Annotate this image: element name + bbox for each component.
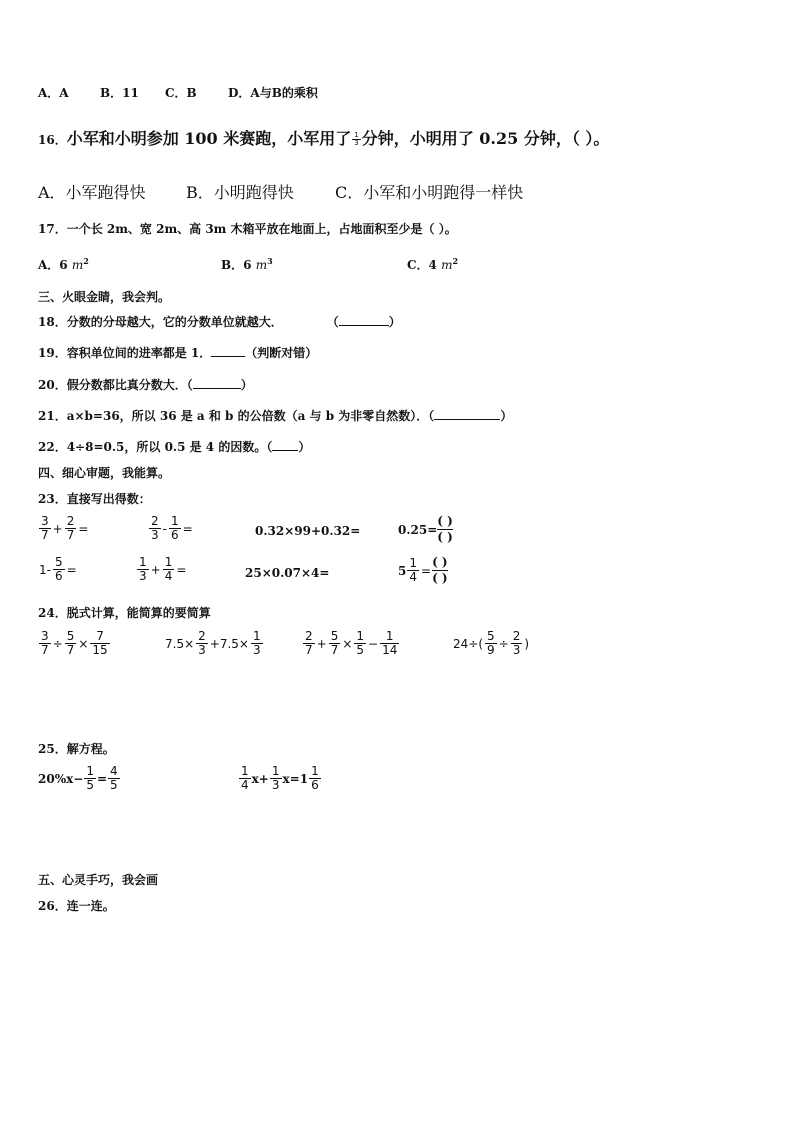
q24-e4-a: 24÷( bbox=[453, 636, 484, 651]
q23-e2-frac2 bbox=[169, 515, 181, 542]
q22-question bbox=[38, 438, 310, 455]
q22-text: 22．4÷8=0.5，所以 0.5 是 4 的因数。（ bbox=[38, 440, 273, 454]
q23-e8-d: 4 bbox=[409, 570, 417, 584]
q17-b-unit: m bbox=[255, 258, 268, 272]
q24-e3-n4: 1 bbox=[385, 629, 394, 643]
q23-e6-d2: 4 bbox=[164, 569, 173, 583]
q24-e1-d3: 15 bbox=[92, 643, 108, 657]
q23-e2-eq: = bbox=[182, 521, 193, 536]
q23-expr-6 bbox=[136, 556, 187, 583]
q25-e2-n1: 1 bbox=[241, 764, 249, 778]
q24-e2-n2: 1 bbox=[252, 629, 261, 643]
q25-expr-2 bbox=[238, 765, 322, 792]
q16-frac-num: 1 bbox=[354, 131, 359, 139]
q23-e2-n1: 2 bbox=[151, 514, 159, 528]
q21-close: ） bbox=[500, 409, 513, 423]
q23-e4-num: ( ) bbox=[437, 514, 453, 528]
q18-question bbox=[38, 313, 401, 330]
q24-e1-op1: ÷ bbox=[52, 636, 63, 651]
q25-e1-n1: 1 bbox=[86, 764, 94, 778]
q25-e2-d2: 3 bbox=[271, 778, 280, 792]
q23-e2-op: - bbox=[162, 521, 167, 536]
q24-e1-d2: 7 bbox=[66, 643, 75, 657]
q25-e2-d1: 4 bbox=[241, 778, 249, 792]
q23-e6-frac1 bbox=[137, 556, 149, 583]
q24-e4-frac2 bbox=[511, 630, 523, 657]
q21-answer-blank[interactable] bbox=[434, 408, 500, 420]
q19-text: 19．容积单位间的进率都是 1． bbox=[38, 346, 212, 360]
q20-question bbox=[38, 376, 253, 393]
q23-e1-frac1 bbox=[39, 515, 51, 542]
q23-e4-lead: 0.25= bbox=[398, 522, 438, 537]
q16-option-c[interactable]: C．小军和小明跑得一样快 bbox=[335, 183, 524, 202]
q16-question bbox=[38, 126, 609, 149]
q17-c-label: C．4 bbox=[407, 258, 437, 272]
q24-e2-b: +7.5× bbox=[209, 636, 249, 651]
q16-fraction bbox=[352, 132, 360, 147]
q16-frac-den: 3 bbox=[354, 139, 359, 147]
q16-text-after: 分钟，小明用了 0.25 分钟，（ ）。 bbox=[361, 129, 610, 148]
q18-close: ） bbox=[388, 315, 401, 329]
q18-text: 18．分数的分母越大，它的分数单位就越大． bbox=[38, 315, 283, 329]
q25-e1-frac1 bbox=[84, 765, 96, 792]
q24-e4-b: ) bbox=[524, 636, 530, 651]
q23-e2-frac1 bbox=[149, 515, 161, 542]
q24-e4-d1: 9 bbox=[487, 643, 495, 657]
q25-e2-a: x+ bbox=[251, 771, 269, 786]
q24-e1-frac3 bbox=[90, 630, 109, 657]
q24-e3-d2: 7 bbox=[330, 643, 339, 657]
q15-option-d[interactable]: D．A与B的乘积 bbox=[228, 86, 318, 100]
q26-question: 26．连一连。 bbox=[38, 899, 115, 913]
q24-e3-d4: 14 bbox=[382, 643, 398, 657]
q23-e6-op: + bbox=[150, 562, 161, 577]
q17-option-b[interactable] bbox=[221, 256, 273, 273]
q18-answer-blank[interactable] bbox=[339, 314, 389, 326]
q24-e3-op2: × bbox=[342, 636, 353, 651]
q24-e4-n2: 2 bbox=[512, 629, 521, 643]
q17-b-label: B．6 bbox=[221, 258, 252, 272]
q24-e1-frac1 bbox=[39, 630, 51, 657]
q24-e3-d3: 5 bbox=[356, 643, 365, 657]
q17-a-exp: 2 bbox=[83, 256, 89, 266]
q24-e4-d2: 3 bbox=[512, 643, 521, 657]
q23-e6-n2: 1 bbox=[164, 555, 173, 569]
q24-e4-frac1 bbox=[485, 630, 497, 657]
q18-open: （ bbox=[326, 315, 339, 329]
q23-e8-frac bbox=[407, 557, 419, 584]
q24-e3-frac4 bbox=[380, 630, 399, 657]
q24-expr-3 bbox=[302, 630, 400, 657]
q23-e5-d: 6 bbox=[54, 569, 63, 583]
q23-expr-8 bbox=[398, 555, 448, 586]
q24-e2-a: 7.5× bbox=[165, 636, 195, 651]
q16-option-a[interactable]: A．小军跑得快 bbox=[38, 183, 146, 202]
q24-e2-d1: 3 bbox=[198, 643, 206, 657]
q25-e1-n2: 4 bbox=[110, 764, 118, 778]
q19-answer-blank[interactable] bbox=[211, 345, 245, 357]
q23-expr-2 bbox=[148, 515, 194, 542]
section-5-heading: 五、心灵手巧，我会画 bbox=[38, 873, 159, 887]
q24-e1-frac2 bbox=[65, 630, 77, 657]
q25-title: 25．解方程。 bbox=[38, 742, 115, 756]
q16-number: 16． bbox=[38, 133, 67, 147]
q23-e2-d2: 6 bbox=[170, 528, 179, 542]
q25-e2-frac3 bbox=[309, 765, 321, 792]
q17-question: 17．一个长 2m、宽 2m、高 3m 木箱平放在地面上，占地面积至少是（ ）。 bbox=[38, 222, 457, 236]
q23-e8-answer-frac[interactable] bbox=[432, 555, 448, 586]
q23-e1-eq: = bbox=[78, 521, 89, 536]
q17-option-a[interactable] bbox=[38, 256, 89, 273]
q24-e1-n3: 7 bbox=[96, 629, 104, 643]
q23-e4-answer-frac[interactable] bbox=[437, 514, 453, 545]
q19-question bbox=[38, 344, 317, 361]
q24-expr-1 bbox=[38, 630, 111, 657]
q24-e2-d2: 3 bbox=[252, 643, 261, 657]
q25-e1-frac2 bbox=[108, 765, 120, 792]
q23-e5-lead: 1- bbox=[39, 562, 51, 577]
q24-e3-n3: 1 bbox=[356, 629, 365, 643]
q23-e6-frac2 bbox=[163, 556, 175, 583]
q23-e5-frac bbox=[53, 556, 65, 583]
q24-e4-n1: 5 bbox=[487, 629, 495, 643]
q25-e1-d1: 5 bbox=[86, 778, 94, 792]
q23-e8-n: 1 bbox=[409, 556, 417, 570]
q25-e2-b: x=1 bbox=[282, 771, 309, 786]
q15-option-b[interactable]: B．11 bbox=[100, 86, 139, 100]
q23-e6-d1: 3 bbox=[139, 569, 147, 583]
q24-expr-2 bbox=[164, 630, 264, 657]
q19-tail: （判断对错） bbox=[245, 346, 318, 360]
q16-option-b[interactable]: B．小明跑得快 bbox=[186, 183, 294, 202]
q23-e8-den: ( ) bbox=[432, 571, 448, 585]
q20-text: 20．假分数都比真分数大．（ bbox=[38, 378, 193, 392]
q23-e2-d1: 3 bbox=[151, 528, 159, 542]
q23-e4-den: ( ) bbox=[437, 530, 453, 544]
q23-e1-n1: 3 bbox=[41, 514, 49, 528]
q24-e1-op2: × bbox=[78, 636, 89, 651]
q20-close: ） bbox=[240, 378, 253, 392]
q24-e3-op3: − bbox=[368, 636, 379, 651]
q24-e4-op: ÷ bbox=[498, 636, 509, 651]
q24-e3-frac3 bbox=[354, 630, 366, 657]
q24-e3-frac1 bbox=[303, 630, 315, 657]
q17-a-label: A．6 bbox=[38, 258, 68, 272]
q16-text-before: 小军和小明参加 100 米赛跑，小军用了 bbox=[66, 129, 352, 148]
q24-e3-op1: + bbox=[316, 636, 327, 651]
q24-e1-n2: 5 bbox=[66, 629, 75, 643]
q15-option-a[interactable]: A．A bbox=[38, 86, 69, 100]
q15-option-c[interactable]: C．B bbox=[165, 86, 197, 100]
q20-answer-blank[interactable] bbox=[193, 377, 241, 389]
q23-e6-eq: = bbox=[176, 562, 187, 577]
q23-e8-num: ( ) bbox=[432, 555, 448, 569]
q17-a-unit: m bbox=[71, 258, 84, 272]
q23-e5-eq: = bbox=[66, 562, 77, 577]
q22-close: ） bbox=[298, 440, 311, 454]
q17-c-exp: 2 bbox=[452, 256, 459, 266]
q23-expr-7: 25×0.07×4= bbox=[245, 566, 330, 580]
q24-title: 24．脱式计算，能简算的要简算 bbox=[38, 606, 211, 620]
q24-e2-n1: 2 bbox=[198, 629, 206, 643]
q23-e8-whole: 5 bbox=[398, 563, 407, 578]
q23-e1-frac2 bbox=[65, 515, 77, 542]
q25-expr-1 bbox=[38, 765, 121, 792]
q25-e1-eq: = bbox=[96, 771, 108, 786]
q23-e2-n2: 1 bbox=[170, 514, 179, 528]
q23-expr-1 bbox=[38, 515, 89, 542]
q24-e1-n1: 3 bbox=[41, 629, 49, 643]
q23-e6-n1: 1 bbox=[139, 555, 147, 569]
q17-c-unit: m bbox=[441, 258, 453, 272]
q21-text: 21．a×b=36，所以 36 是 a 和 b 的公倍数（a 与 b 为非零自然数）．（ bbox=[38, 409, 435, 423]
q24-e3-d1: 7 bbox=[305, 643, 313, 657]
q25-e1-d2: 5 bbox=[110, 778, 118, 792]
q17-b-exp: 3 bbox=[267, 256, 273, 266]
q25-e1-a: 20%x− bbox=[38, 771, 84, 786]
q23-expr-4 bbox=[398, 514, 453, 545]
q21-question bbox=[38, 407, 512, 424]
q23-e1-d1: 7 bbox=[41, 528, 49, 542]
q23-expr-3: 0.32×99+0.32= bbox=[255, 524, 361, 538]
q25-e2-n3: 1 bbox=[311, 764, 319, 778]
q22-answer-blank[interactable] bbox=[272, 439, 298, 451]
q24-e3-n2: 5 bbox=[330, 629, 339, 643]
q24-e2-frac1 bbox=[196, 630, 208, 657]
q24-e1-d1: 7 bbox=[41, 643, 49, 657]
q24-e3-frac2 bbox=[329, 630, 341, 657]
section-4-heading: 四、细心审题，我能算。 bbox=[38, 466, 171, 480]
q23-title: 23．直接写出得数： bbox=[38, 492, 151, 506]
q23-e1-n2: 2 bbox=[66, 514, 75, 528]
q23-e8-eq: = bbox=[421, 563, 432, 578]
q23-expr-5 bbox=[38, 556, 78, 583]
q25-e2-frac2 bbox=[270, 765, 282, 792]
q25-e2-d3: 6 bbox=[311, 778, 319, 792]
q24-expr-4 bbox=[452, 630, 530, 657]
q23-e1-d2: 7 bbox=[66, 528, 75, 542]
q24-e3-n1: 2 bbox=[305, 629, 313, 643]
q23-e1-op: + bbox=[52, 521, 63, 536]
section-3-heading: 三、火眼金睛，我会判。 bbox=[38, 290, 171, 304]
q23-e5-n: 5 bbox=[54, 555, 63, 569]
q17-option-c[interactable] bbox=[407, 256, 458, 273]
q24-e2-frac2 bbox=[251, 630, 263, 657]
q25-e2-frac1 bbox=[239, 765, 251, 792]
q25-e2-n2: 1 bbox=[271, 764, 280, 778]
